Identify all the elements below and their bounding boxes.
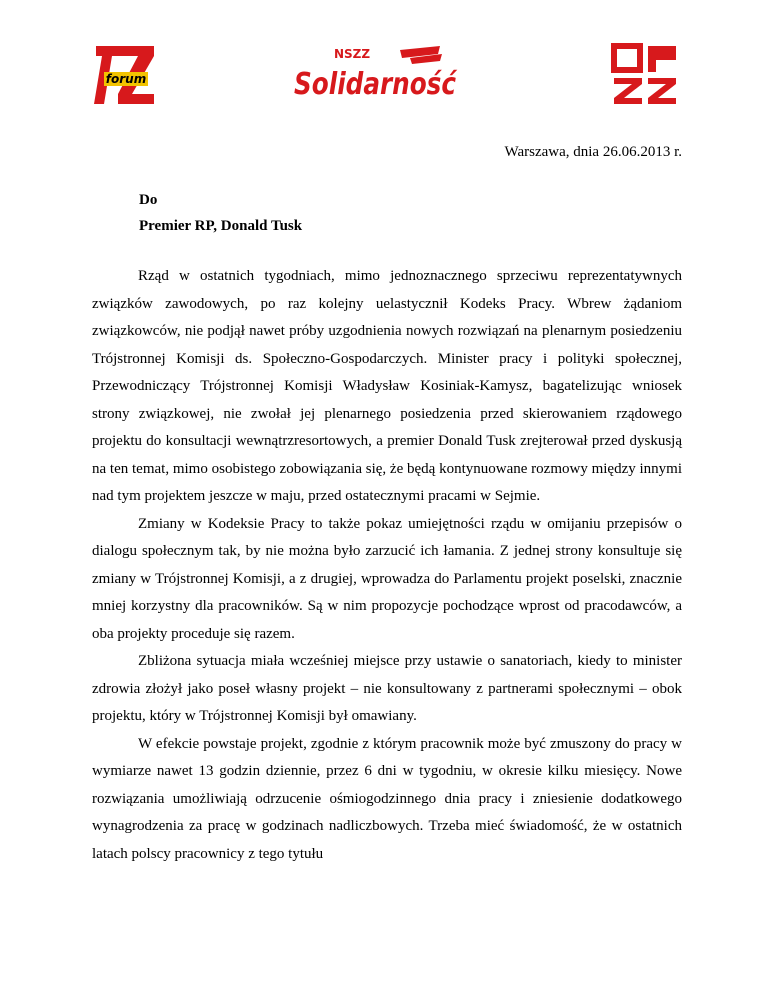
- paragraph-1: Rząd w ostatnich tygodniach, mimo jednoznacznego sprzeciwu reprezentatywnych związków zawodowych, po raz kolejny uelastycznił Kodeks Pracy. Wbrew żądaniom związkowców, nie podjął nawet próby uzgodnienia nowych rozwiązań na plenarnym posiedzeniu Trójstronnej Komisji ds. Społeczno-Gospodarczych. Minister pracy i polityki społecznej, Przewodniczący Trójstronnej Komisji Władysław Kosiniak-Kamysz, bagatelizując wniosek strony związkowej, nie zwołał jej plenarnego posiedzenia przed skierowaniem rządowego projektu do konsultacji wewnątrzresortowych, a premier Donald Tusk zrejterował przed dyskusją na ten temat, mimo osobistego zobowiązania się, że będą kontynuowane rozmowy między innymi nad tym projektem jeszcze w maju, przed ostatecznymi pracami w Sejmie.: [92, 268, 682, 504]
- paragraph-4: W efekcie powstaje projekt, zgodnie z którym pracownik może być zmuszony do pracy w wymiarze nawet 13 godzin dziennie, przez 6 dni w tygodniu, w okresie kilku miesięcy. Nowe rozwiązania umożliwiają odrzucenie ośmiogodzinnego dnia pracy i zniesienie dodatkowego wynagrodzenia za pracę w godzinach nadliczbowych. Trzeba mieć świadomość, że w ostatnich latach polscy pracownicy z tego tytułu: [92, 735, 682, 862]
- solidarnosc-text: Solidarność: [294, 67, 458, 102]
- paragraph-3: Zbliżona sytuacja miała wcześniej miejsce przy ustawie o sanatoriach, kiedy to minister zdrowia złożył jako poseł własny projekt – nie konsultowany z partnerami społecznymi – obok projektu, który w Trójstronnej Komisji był omawiany.: [92, 653, 682, 724]
- paragraph-2: Zmiany w Kodeksie Pracy to także pokaz umiejętności rządu w omijaniu przepisów o dialogu społecznym tak, by nie można było zarzucić ich łamania. Z jednej strony konsultuje się zmiany w Trójstronnej Komisji, a z drugiej, wprowadza do Parlamentu projekt poselski, znacznie mniej korzystny dla pracowników. Są w nim propozycje pochodzące wprost od pracodawców, a oba projekty proceduje się razem.: [92, 515, 682, 642]
- nszz-text: NSZZ: [334, 47, 371, 61]
- opzz-logo: [612, 44, 678, 106]
- letter-body: [92, 263, 682, 868]
- forum-zz-logo: [92, 44, 156, 106]
- letter-date: Warszawa, dnia 26.06.2013 r.: [504, 144, 682, 160]
- forum-logo-text: forum: [105, 72, 147, 86]
- recipient-name: Premier RP, Donald Tusk: [139, 218, 303, 234]
- solidarnosc-logo: [290, 44, 462, 104]
- recipient-to: Do: [139, 192, 158, 208]
